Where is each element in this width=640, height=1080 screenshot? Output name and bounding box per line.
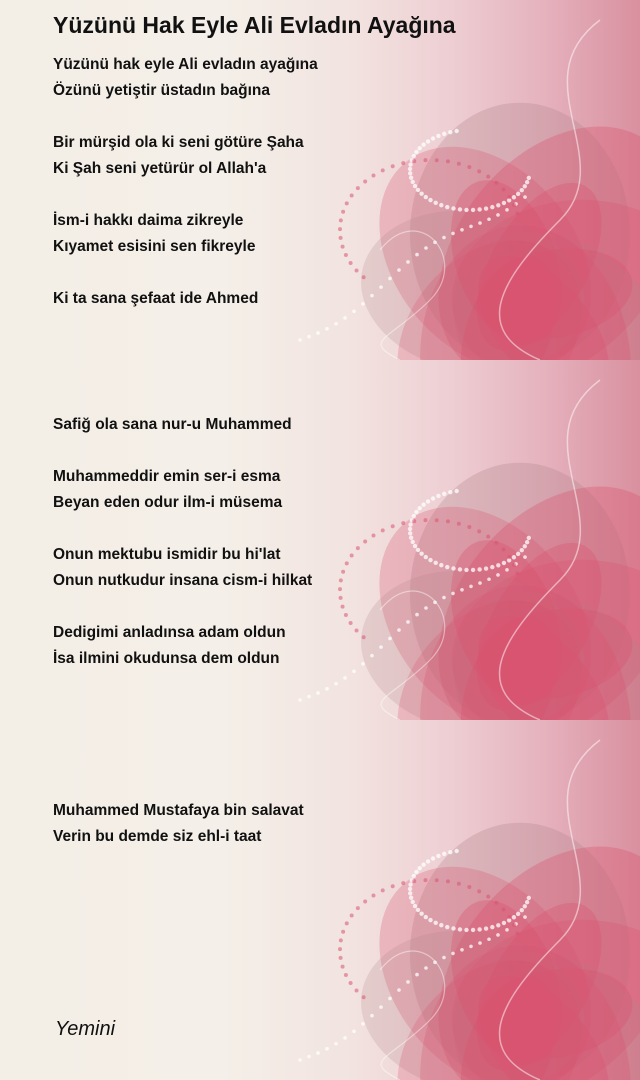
stanza-1 [53, 52, 318, 104]
poem-line: Muhammeddir emin ser-i esma [53, 468, 281, 485]
poem-line: Muhammed Mustafaya bin salavat [53, 802, 304, 819]
poem-line: İsa ilmini okudunsa dem oldun [53, 650, 280, 667]
poem-line: Yüzünü hak eyle Ali evladın ayağına [53, 56, 318, 73]
poem-line: Verin bu demde siz ehl-i taat [53, 828, 262, 845]
poem-line: Ki Şah seni yetürür ol Allah'a [53, 160, 267, 177]
poem-line: Kıyamet esisini sen fikreyle [53, 238, 256, 255]
stanza-7 [53, 542, 312, 594]
stanza-4 [53, 286, 258, 312]
poem-author: Yemini [55, 1018, 116, 1040]
stanza-8 [53, 620, 286, 672]
stanza-5 [53, 412, 292, 438]
poem-line: Özünü yetiştir üstadın bağına [53, 82, 271, 99]
stanza-6 [53, 464, 282, 516]
stanza-3 [53, 208, 255, 260]
poem-line: Bir mürşid ola ki seni götüre Şaha [53, 134, 304, 151]
poem-title: Yüzünü Hak Eyle Ali Evladın Ayağına [53, 12, 456, 38]
poem-line: Onun mektubu ismidir bu hi'lat [53, 546, 281, 563]
poem-line: Beyan eden odur ilm-i müsema [53, 494, 283, 511]
stanza-2 [53, 130, 304, 182]
poem-line: Safiğ ola sana nur-u Muhammed [53, 416, 292, 433]
poem-line: Ki ta sana şefaat ide Ahmed [53, 290, 259, 307]
poem-line: Dedigimi anladınsa adam oldun [53, 624, 286, 641]
poem-line: Onun nutkudur insana cism-i hilkat [53, 572, 313, 589]
poem-line: İsm-i hakkı daima zikreyle [53, 212, 244, 229]
stanza-9 [53, 798, 304, 850]
